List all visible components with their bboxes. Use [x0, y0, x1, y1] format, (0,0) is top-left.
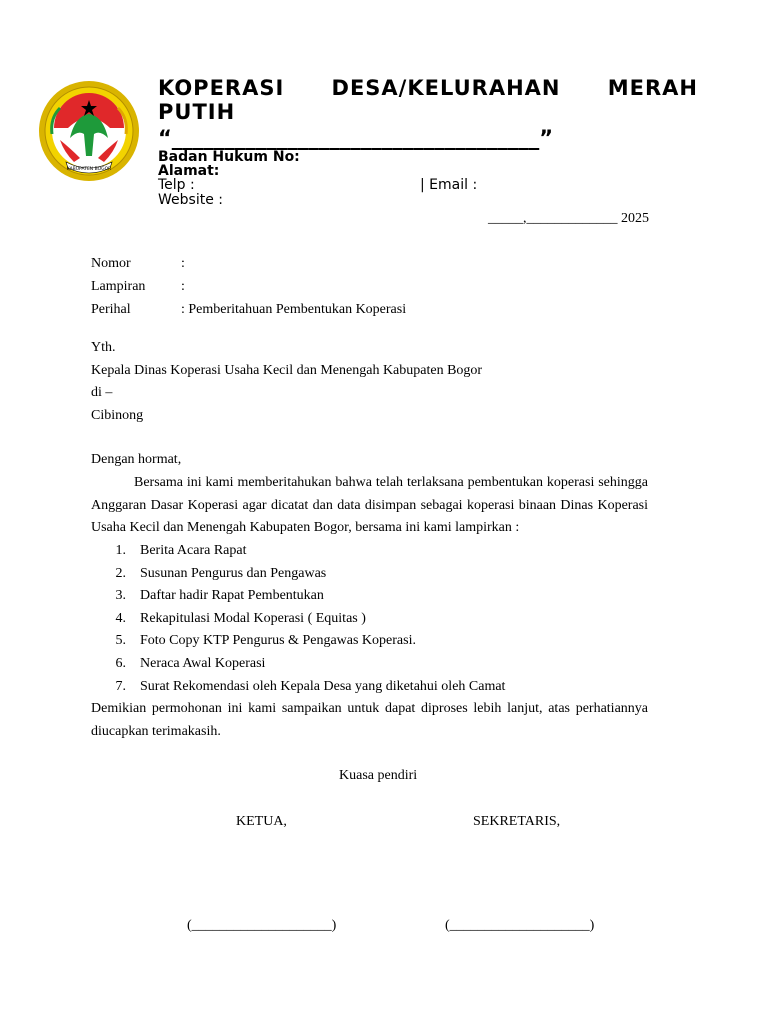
letterhead-title	[158, 76, 698, 100]
list-item	[91, 630, 505, 653]
signature-heading: Kuasa pendiri	[339, 768, 418, 783]
list-number: 5.	[115, 633, 126, 649]
recipient-name: Kepala Dinas Koperasi Usaha Kecil dan Menengah Kabupaten Bogor	[91, 362, 483, 378]
email-label: | Email :	[420, 177, 478, 193]
contact-line	[158, 178, 698, 193]
meta-row-perihal	[91, 302, 406, 325]
title-word-3: MERAH	[607, 76, 698, 100]
ketua-signature-blank: (____________________)	[187, 918, 337, 933]
meta-label: Nomor	[91, 256, 131, 271]
list-number: 1.	[115, 543, 126, 558]
list-number: 2.	[115, 565, 126, 581]
list-text: Rekapitulasi Modal Koperasi ( Equitas )	[140, 610, 366, 626]
telp-label: Telp :	[158, 177, 195, 193]
list-number: 4.	[115, 610, 126, 626]
list-number: 6.	[115, 655, 126, 671]
meta-row-lampiran	[91, 279, 406, 302]
title-word-1: KOPERASI	[158, 76, 285, 100]
meta-value: : Pemberitahuan Pembentukan Koperasi	[181, 302, 407, 317]
meta-value: :	[181, 279, 185, 294]
letterhead-title-line2: PUTIH	[158, 100, 236, 124]
sekretaris-signature-blank: (____________________)	[445, 918, 595, 933]
list-text: Surat Rekomendasi oleh Kepala Desa yang diketahui oleh Camat	[140, 678, 506, 694]
list-item	[91, 653, 505, 676]
list-item	[91, 608, 505, 631]
meta-label: Perihal	[91, 302, 131, 317]
website-label: Website :	[158, 192, 223, 208]
recipient-di: di –	[91, 385, 113, 401]
recipient-yth: Yth.	[91, 340, 116, 355]
recipient-place: Cibinong	[91, 407, 144, 423]
list-text: Susunan Pengurus dan Pengawas	[140, 565, 327, 581]
closing-paragraph: Demikian permohonan ini kami sampaikan untuk dapat diproses lebih lanjut, atas perhatiannya diucapkan terimakasih.	[91, 701, 648, 739]
list-item	[91, 563, 505, 586]
meta-value: :	[181, 256, 185, 271]
title-word-2: DESA/KELURAHAN	[331, 76, 561, 100]
list-item	[91, 585, 505, 608]
sekretaris-title: SEKRETARIS,	[473, 814, 561, 829]
list-number: 7.	[115, 678, 126, 694]
logo-text: KABUPATEN BOGOR	[66, 167, 112, 172]
letterhead	[158, 76, 698, 208]
meta-row-nomor	[91, 256, 406, 279]
list-item	[91, 540, 505, 563]
list-item	[91, 676, 505, 699]
letter-meta	[91, 256, 406, 325]
list-text: Foto Copy KTP Pengurus & Pengawas Koperasi.	[140, 633, 416, 649]
body-paragraph: Bersama ini kami memberitahukan bahwa telah terlaksana pembentukan koperasi sehingga Anggaran Dasar Koperasi agar dicatat dan data disimpan sebagai koperasi binaan Dinas Koperasi Usaha Kecil dan Menengah Kabupaten Bogor, bersama ini kami lampirkan :	[91, 475, 648, 536]
attachment-list	[91, 540, 505, 698]
alamat-label: Alamat:	[158, 163, 220, 179]
ketua-title: KETUA,	[236, 814, 287, 829]
badan-hukum-label: Badan Hukum No:	[158, 149, 300, 165]
list-text: Neraca Awal Koperasi	[140, 655, 266, 671]
meta-label: Lampiran	[91, 279, 146, 294]
salutation: Dengan hormat,	[91, 452, 182, 467]
list-text: Daftar hadir Rapat Pembentukan	[140, 588, 324, 604]
date-line: _____,_____________ 2025	[488, 211, 649, 226]
recipient-block	[91, 337, 482, 427]
cooperative-name-blank: “___________________________________”	[158, 126, 554, 150]
cooperative-logo	[30, 78, 148, 184]
list-number: 3.	[115, 588, 126, 604]
list-text: Berita Acara Rapat	[140, 543, 247, 558]
